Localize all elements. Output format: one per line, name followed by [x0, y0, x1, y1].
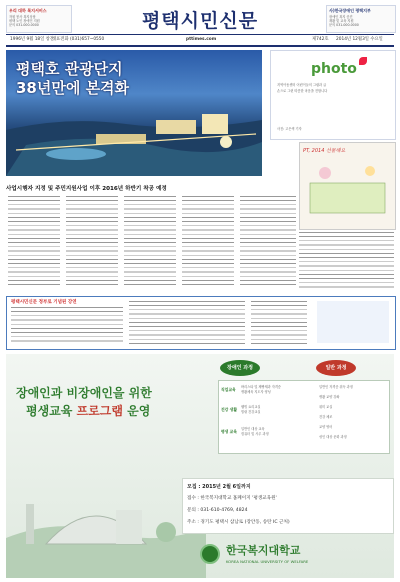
founded-date: 1996년 9월 18일 창간: [10, 37, 54, 42]
edu-banner[interactable]: [6, 354, 394, 578]
notice-title: 평택시민신문 정부로 기념된 강연: [11, 300, 77, 305]
photo-logo: photo: [311, 61, 357, 77]
schedule-addr: 주소 : 경기도 평택시 삼남로 (장안동, 송탄 IC 근처): [187, 520, 290, 525]
lead-headline-2: 38년만에 본격화: [16, 79, 130, 97]
drawing-title: PT, 2014 선물해요: [303, 148, 346, 154]
notice-list-left: [129, 301, 245, 345]
tab-disabled[interactable]: 장애인 과정: [220, 360, 260, 376]
general-item: 생활 교양 강좌: [319, 395, 340, 399]
general-item: 취미 교실: [319, 405, 333, 409]
issue-bar: [6, 36, 394, 44]
general-item: 건강 체조: [319, 415, 333, 419]
notice-thumb: [317, 301, 389, 343]
course-item: 일반인 대상 교육: [241, 427, 265, 431]
course-item: 웰빙 요리교실: [241, 405, 261, 409]
campus-illustration: [6, 448, 206, 578]
schedule-place: 접수 : 한국복지대학교 홈페이지 '평생교육원': [187, 496, 277, 501]
schedule-tel: 문의 : 031-610-4769, 4824: [187, 508, 248, 513]
lead-headline-1: 평택호 관광단지: [16, 60, 123, 78]
general-item: 성인 대상 문화 과정: [319, 435, 347, 439]
kids-drawing[interactable]: [299, 142, 396, 230]
college-name: 한국복지대학교: [226, 544, 301, 557]
general-item: 교양 영어: [319, 425, 333, 429]
course-item: 컴퓨터 및 사무 과정: [241, 432, 269, 436]
headline-prefix: 평생교육: [26, 404, 77, 418]
course-item: 생활체육 지도자 양성: [241, 390, 271, 394]
drawing-doodles: [300, 143, 395, 229]
notice-text: [11, 307, 123, 345]
course-table: [218, 380, 390, 454]
lead-photo[interactable]: [6, 50, 262, 176]
ad-right-line: 문의 031-000-0000: [329, 23, 359, 27]
ad-left-line: 자원 봉사 복지상담: [9, 15, 36, 19]
site-url[interactable]: pttimes.com: [186, 37, 217, 42]
article-col-right: [299, 232, 394, 288]
course-label-2: 건강 생활: [221, 407, 237, 412]
headline-suffix: 운영: [122, 404, 151, 418]
lead-subhead: 사업시행자 지정 및 주민지원사업 이후 2016년 하반기 착공 예정: [6, 186, 167, 192]
photo-caption-2: 손으로 그린 따뜻한 마음을 전합니다: [277, 89, 328, 93]
ad-right-line: 재활 및 교육 지원: [329, 19, 354, 23]
ad-right-line: 장애인 복지 증진: [329, 15, 353, 19]
ad-left-brand: 우리 대하 복지서비스: [9, 8, 47, 13]
course-item: 바리스타 및 제빵제과 자격증: [241, 385, 281, 389]
issue-date: 2014년 12월3일 수요일: [336, 37, 383, 42]
headline-accent: 프로그램: [76, 404, 123, 418]
article-col-3: [124, 196, 176, 288]
photo-box[interactable]: [270, 50, 396, 140]
notice-box[interactable]: [6, 296, 396, 350]
college-en: KOREA NATIONAL UNIVERSITY OF WELFARE: [226, 559, 309, 564]
notice-list-right: [251, 301, 307, 345]
phone: 대표전화 (031)657~0550: [52, 37, 105, 42]
article-col-4: [182, 196, 234, 288]
masthead-title: 평택시민신문: [141, 10, 259, 32]
tab-general[interactable]: 일반 과정: [316, 360, 356, 376]
ad-left-line: 평택 노인 장애인 지원: [9, 19, 40, 23]
schedule-box: [182, 478, 394, 534]
ad-left-line: 문의 031-000-0000: [9, 23, 39, 27]
photo-credit: 사진: 고은색 기자: [277, 127, 302, 131]
schedule-date: 모집 : 2015년 2월 6일까지: [187, 484, 251, 490]
college-logo[interactable]: [196, 540, 386, 572]
article-col-1: [8, 196, 60, 288]
general-item: 일반인 자격증 취득 과정: [319, 385, 353, 389]
article-col-5: [240, 196, 296, 288]
course-item: 힐링 건강교실: [241, 410, 261, 414]
course-label-1: 직업교육: [221, 387, 236, 392]
banner-headline-top: 장애인과 비장애인을 위한: [16, 386, 152, 400]
masthead-rule: [6, 34, 394, 35]
masthead-rule-bottom: [6, 45, 394, 47]
banner-headline-main: [26, 402, 150, 419]
college-emblem-icon: [200, 544, 220, 564]
photo-caption-1: 지역아동센터 어린이들의 그림과 글: [277, 83, 327, 87]
issue-number: 제742호: [312, 37, 329, 42]
article-col-2: [66, 196, 118, 288]
course-label-3: 평생 교육: [221, 429, 237, 434]
ad-right-brand: 사)한국장애인 평택지부: [329, 8, 371, 13]
leaf-icon: [359, 57, 367, 65]
